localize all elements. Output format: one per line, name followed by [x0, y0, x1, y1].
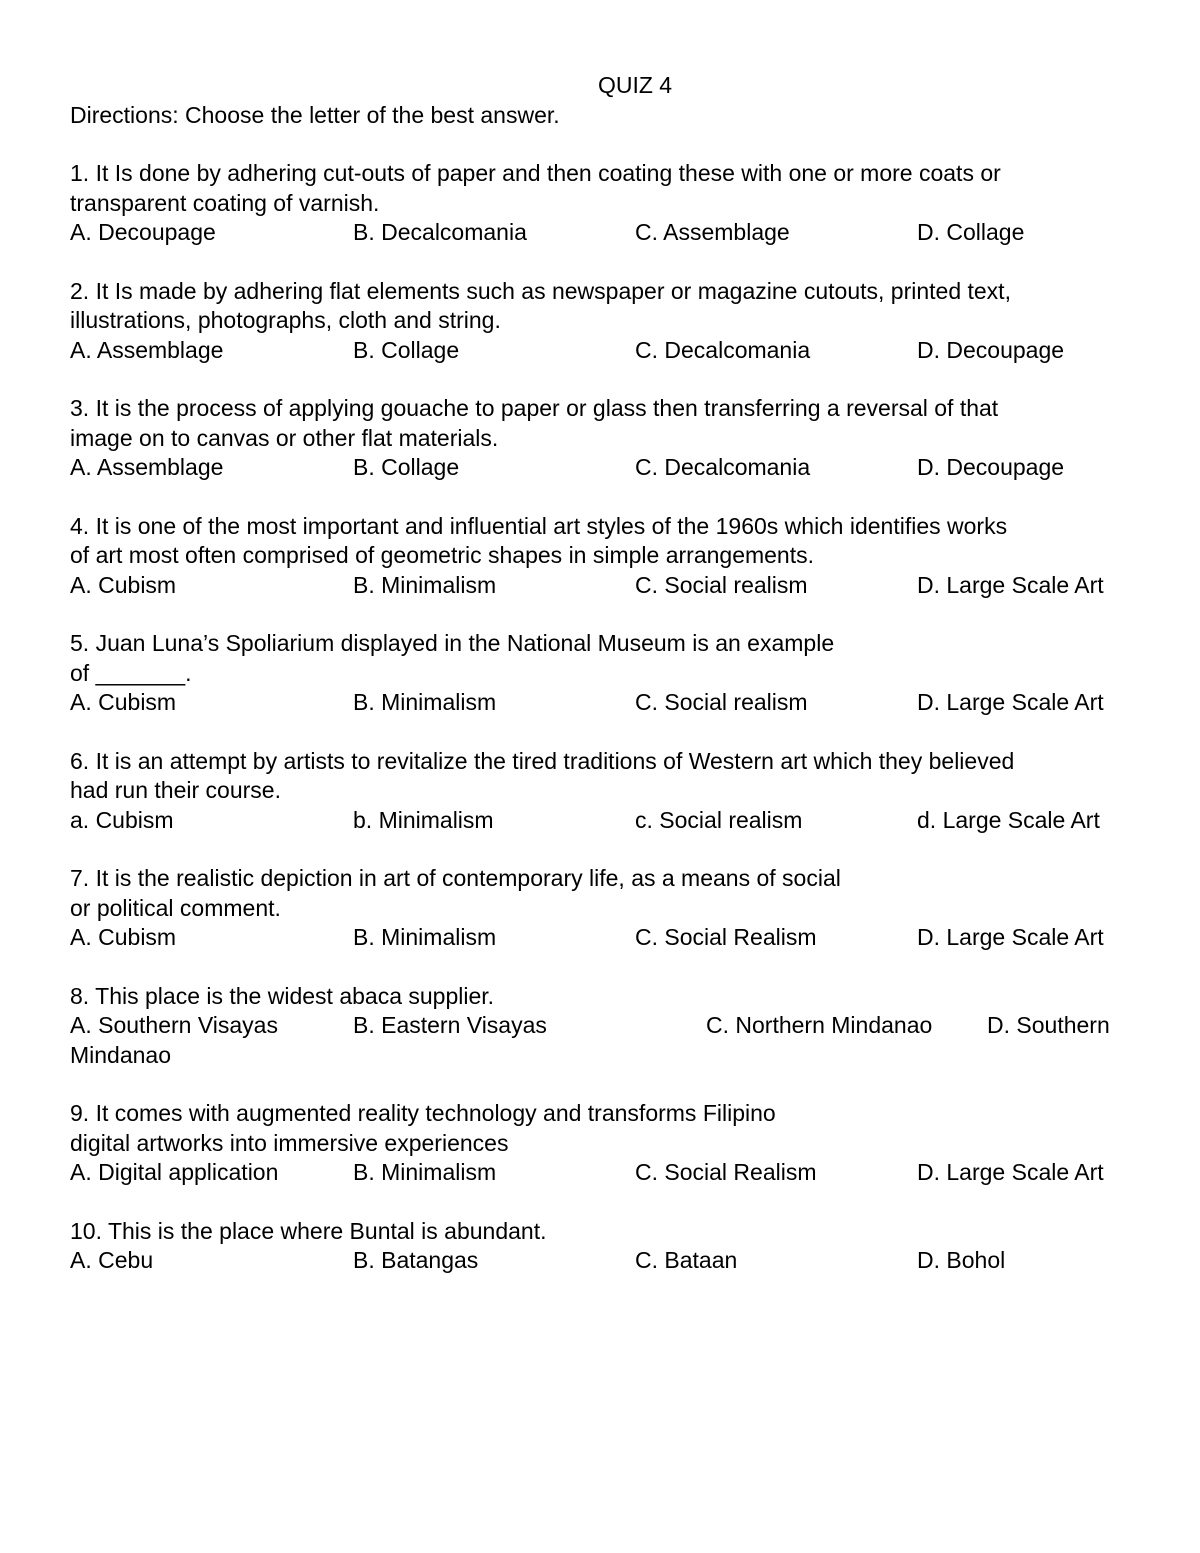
answer-options	[70, 218, 1140, 248]
option-b: B. Collage	[353, 454, 460, 480]
question-9	[70, 1099, 1140, 1188]
option-a: A. Cubism	[70, 571, 177, 598]
option-a: a. Cubism	[70, 806, 174, 833]
quiz-title: QUIZ 4	[597, 72, 673, 98]
option-a: A. Assemblage	[70, 454, 224, 480]
option-c: C. Decalcomania	[635, 454, 811, 480]
option-d: D. Decoupage	[917, 336, 1065, 363]
question-2	[70, 277, 1140, 366]
option-b: B. Minimalism	[353, 1159, 497, 1185]
option-a: A. Cubism	[70, 689, 177, 715]
option-d: D. Large Scale Art	[917, 1159, 1104, 1185]
answer-options	[70, 1246, 1140, 1276]
question-7	[70, 864, 1140, 953]
option-d: D. Bohol	[917, 1247, 1006, 1273]
option-b: B. Minimalism	[353, 689, 497, 715]
option-a: A. Digital application	[70, 1159, 279, 1185]
question-stem: 7. It is the realistic depiction in art of contemporary life, as a means of social or political comment.	[70, 865, 841, 921]
answer-options	[70, 1158, 1140, 1188]
question-stem: 10. This is the place where Buntal is abundant.	[70, 1217, 547, 1244]
option-d: D. Large Scale Art	[917, 689, 1104, 715]
question-5	[70, 629, 1140, 718]
option-a: A. Cubism	[70, 924, 177, 950]
question-stem: 9. It comes with augmented reality technology and transforms Filipino digital artworks into immersive experiences	[70, 1100, 776, 1156]
question-6	[70, 747, 1140, 836]
question-4	[70, 512, 1140, 601]
question-10	[70, 1217, 1140, 1276]
question-stem: 1. It Is done by adhering cut-outs of paper and then coating these with one or more coats or transparent coating of varnish.	[70, 160, 1001, 216]
question-3	[70, 394, 1140, 483]
quiz-page	[70, 71, 1140, 1276]
option-c: C. Bataan	[635, 1247, 738, 1273]
option-d-continuation: Mindanao	[70, 1041, 172, 1068]
option-b: B. Eastern Visayas	[353, 1012, 547, 1038]
answer-options	[70, 571, 1140, 601]
option-c: c. Social realism	[635, 806, 803, 833]
option-a: A. Cebu	[70, 1247, 154, 1273]
option-b: B. Batangas	[353, 1247, 479, 1273]
option-c: C. Northern Mindanao	[706, 1012, 933, 1038]
option-d: D. Large Scale Art	[917, 924, 1104, 950]
answer-options	[70, 688, 1140, 718]
option-c: C. Social realism	[635, 571, 808, 598]
answer-options	[70, 336, 1140, 366]
option-a: A. Assemblage	[70, 336, 224, 363]
question-stem: 4. It is one of the most important and influential art styles of the 1960s which identifies works of art most often comprised of geometric shapes in simple arrangements.	[70, 512, 1008, 568]
option-d: d. Large Scale Art	[917, 806, 1100, 833]
question-stem: 6. It is an attempt by artists to revitalize the tired traditions of Western art which they believed had run their course.	[70, 747, 1015, 803]
option-b: b. Minimalism	[353, 806, 494, 833]
answer-options	[70, 806, 1140, 836]
option-c: C. Decalcomania	[635, 336, 811, 363]
question-stem: 5. Juan Luna’s Spoliarium displayed in the National Museum is an example of _______.	[70, 630, 835, 686]
question-stem: 3. It is the process of applying gouache to paper or glass then transferring a reversal of that image on to canvas or other flat materials.	[70, 395, 999, 451]
option-c: C. Social Realism	[635, 1159, 817, 1185]
option-a: A. Southern Visayas	[70, 1012, 278, 1038]
quiz-directions: Directions: Choose the letter of the best answer.	[70, 101, 560, 128]
option-a: A. Decoupage	[70, 219, 216, 245]
answer-options	[70, 923, 1140, 953]
option-b: B. Decalcomania	[353, 219, 527, 245]
option-c: C. Social Realism	[635, 924, 817, 950]
option-b: B. Minimalism	[353, 924, 497, 950]
question-1	[70, 159, 1140, 248]
question-stem: 8. This place is the widest abaca supplier.	[70, 982, 495, 1009]
option-b: B. Minimalism	[353, 571, 497, 598]
option-d: D. Collage	[917, 219, 1025, 245]
option-c: C. Assemblage	[635, 219, 790, 245]
option-d: D. Decoupage	[917, 454, 1065, 480]
answer-options	[70, 1011, 1140, 1041]
question-8	[70, 982, 1140, 1071]
question-stem: 2. It Is made by adhering flat elements such as newspaper or magazine cutouts, printed text, illustrations, photographs, cloth and string.	[70, 277, 1011, 333]
option-b: B. Collage	[353, 336, 460, 363]
option-c: C. Social realism	[635, 689, 808, 715]
option-d: D. Large Scale Art	[917, 571, 1104, 598]
option-d: D. Southern	[987, 1012, 1110, 1038]
answer-options	[70, 453, 1140, 483]
